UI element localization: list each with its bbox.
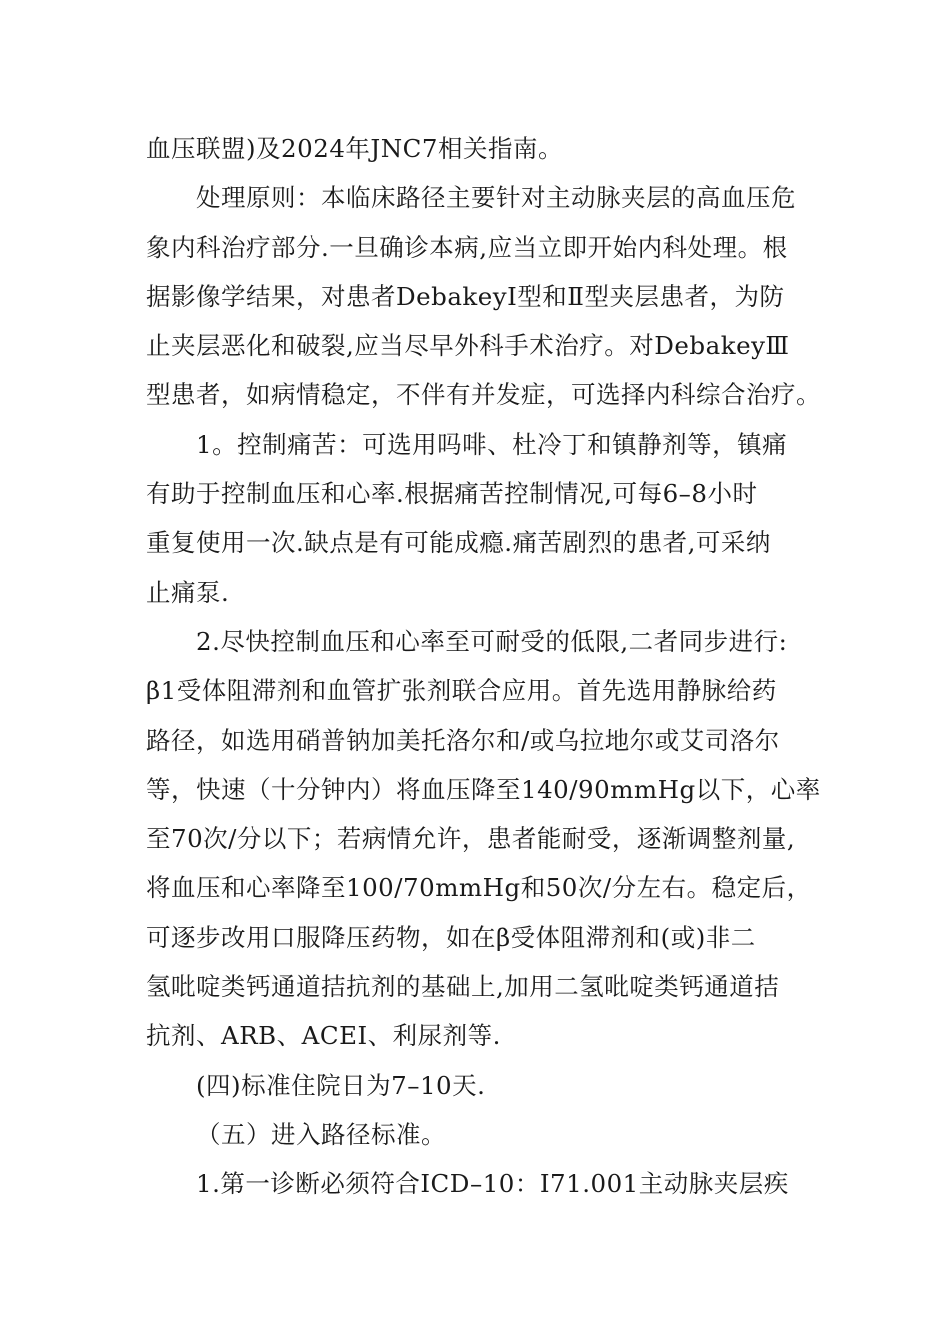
text-line: 止夹层恶化和破裂,应当尽早外科手术治疗。对DebakeyⅢ xyxy=(146,331,790,361)
text-line: 等，快速（十分钟内）将血压降至140/90mmHg以下，心率 xyxy=(146,774,821,804)
text-line: 氢吡啶类钙通道拮抗剂的基础上,加用二氢吡啶类钙通道拮 xyxy=(146,972,780,1002)
text-line: （五）进入路径标准。 xyxy=(196,1119,446,1149)
text-line: 重复使用一次.缺点是有可能成瘾.痛苦剧烈的患者,可采纳 xyxy=(146,528,771,558)
text-line: 有助于控制血压和心率.根据痛苦控制情况,可每6–8小时 xyxy=(146,479,758,509)
text-line: 处理原则：本临床路径主要针对主动脉夹层的高血压危 xyxy=(196,183,796,213)
text-line: 1。控制痛苦：可选用吗啡、杜冷丁和镇静剂等，镇痛 xyxy=(196,429,788,459)
text-line: 2.尽快控制血压和心率至可耐受的低限,二者同步进行: xyxy=(196,626,788,656)
text-line: 血压联盟)及2024年JNC7相关指南。 xyxy=(146,134,564,163)
text-line: 型患者，如病情稳定，不伴有并发症，可选择内科综合治疗。 xyxy=(146,380,821,410)
text-line: 至70次/分以下；若病情允许，患者能耐受，逐渐调整剂量, xyxy=(146,824,796,854)
text-line: 将血压和心率降至100/70mmHg和50次/分左右。稳定后， xyxy=(146,873,812,903)
text-line: (四)标准住院日为7–10天. xyxy=(196,1070,486,1100)
text-line: 象内科治疗部分.一旦确诊本病,应当立即开始内科处理。根 xyxy=(146,232,788,262)
text-line: 据影像学结果，对患者DebakeyⅠ型和Ⅱ型夹层患者，为防 xyxy=(146,281,785,311)
text-line: 1.第一诊断必须符合ICD–10：I71.001主动脉夹层疾 xyxy=(196,1169,789,1199)
text-line: 止痛泵. xyxy=(146,577,230,607)
document-body xyxy=(146,124,826,1209)
text-line: 抗剂、ARB、ACEI、利尿剂等. xyxy=(146,1021,501,1051)
text-line: 可逐步改用口服降压药物，如在β受体阻滞剂和(或)非二 xyxy=(146,922,756,952)
text-line: β1受体阻滞剂和血管扩张剂联合应用。首先选用静脉给药 xyxy=(146,676,777,706)
text-line: 路径，如选用硝普钠加美托洛尔和/或乌拉地尔或艾司洛尔 xyxy=(146,725,780,755)
